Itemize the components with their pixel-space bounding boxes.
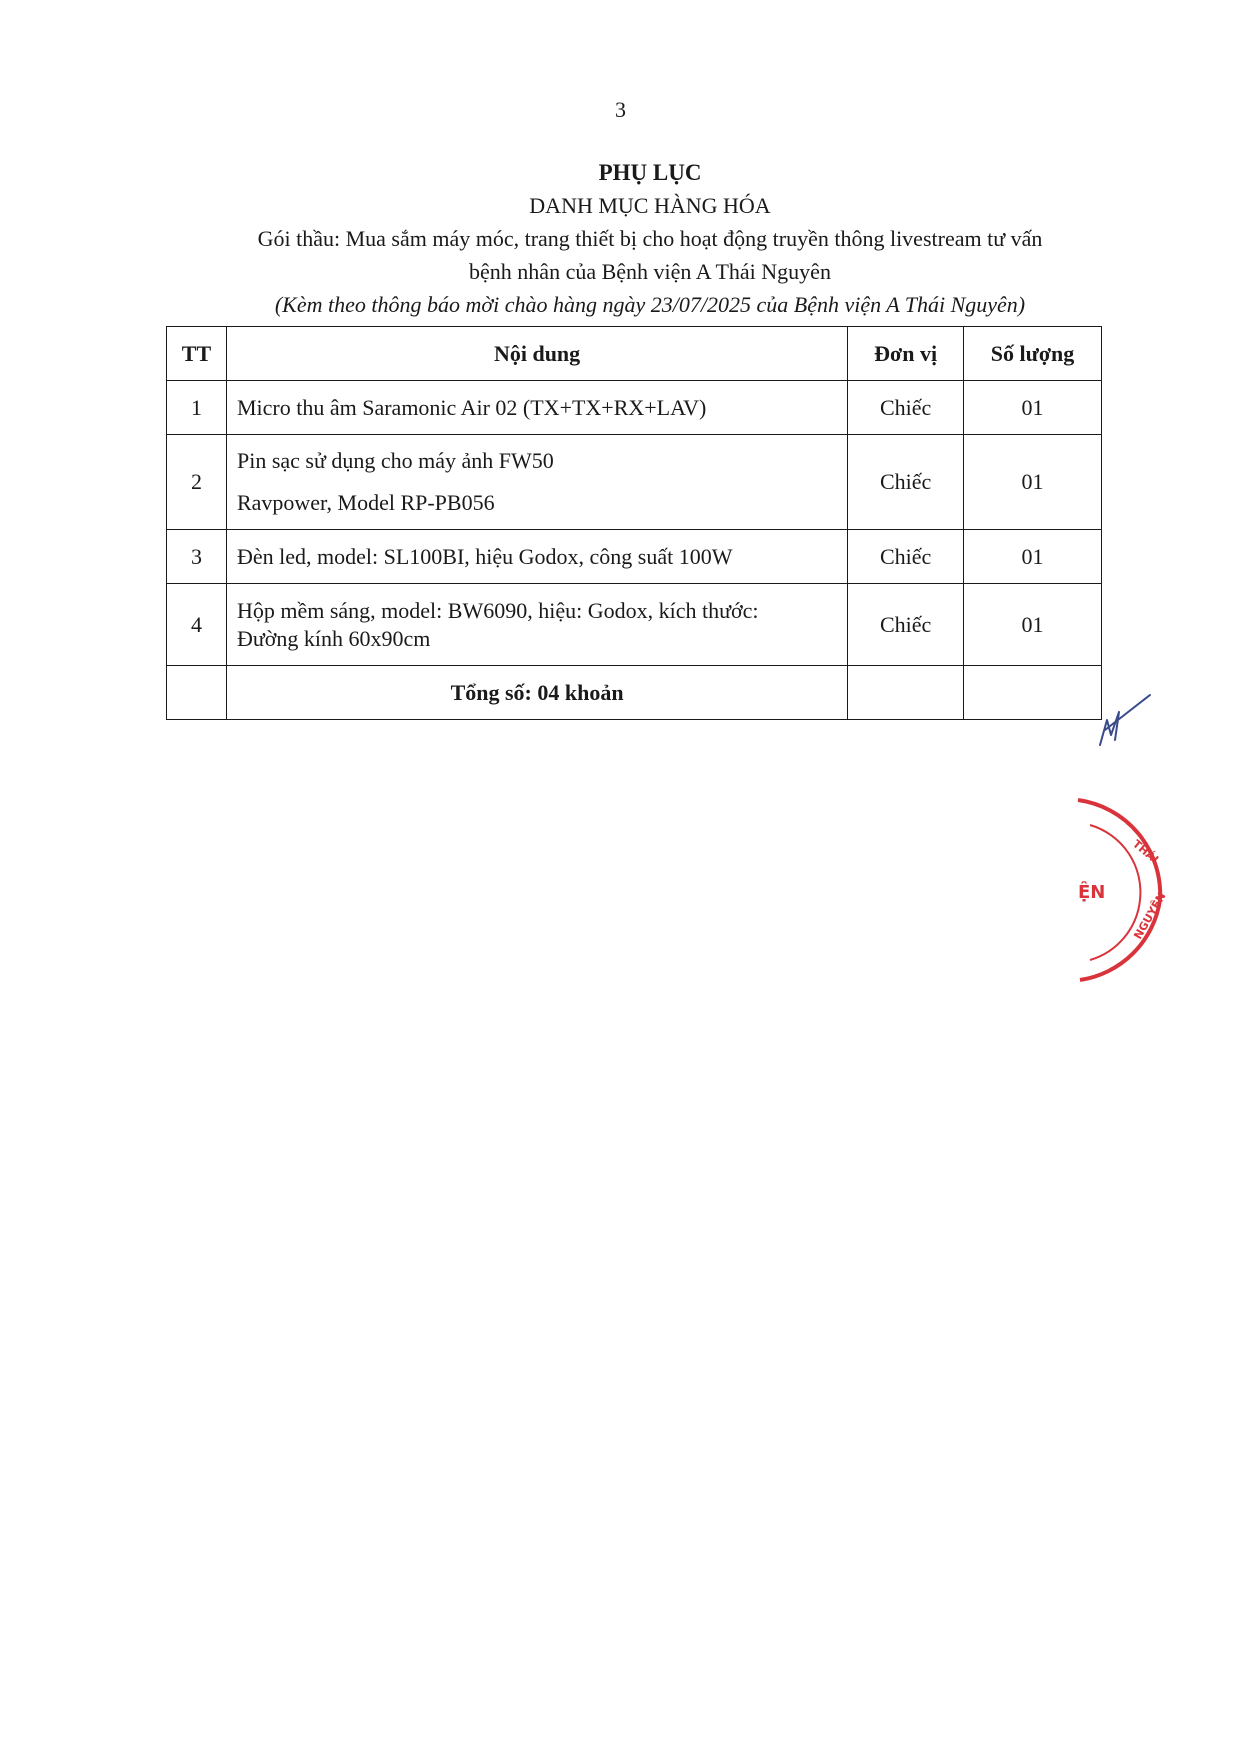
table-row (167, 530, 1102, 584)
row-content (226, 584, 847, 666)
col-header-unit: Đơn vị (848, 327, 964, 381)
content-line: Hộp mềm sáng, model: BW6090, hiệu: Godox, kích thước: (236, 597, 759, 623)
col-header-qty: Số lượng (964, 327, 1102, 381)
svg-text:THÁI: THÁI (1130, 837, 1161, 867)
row-content (226, 381, 847, 435)
total-unit-cell (848, 666, 964, 720)
row-unit: Chiếc (848, 530, 964, 584)
content-line: Đường kính 60x90cm (236, 625, 431, 651)
row-unit: Chiếc (848, 435, 964, 530)
row-tt: 3 (167, 530, 227, 584)
table-row (167, 435, 1102, 530)
row-qty: 01 (964, 435, 1102, 530)
table-row (167, 584, 1102, 666)
row-tt: 1 (167, 381, 227, 435)
row-qty: 01 (964, 530, 1102, 584)
content-line: Pin sạc sử dụng cho máy ảnh FW50 (236, 448, 554, 473)
table-row (167, 381, 1102, 435)
content-line: Micro thu âm Saramonic Air 02 (TX+TX+RX+LAV) (236, 394, 707, 420)
svg-text:ỆN: ỆN (1078, 882, 1106, 903)
row-tt: 4 (167, 584, 227, 666)
row-unit: Chiếc (848, 381, 964, 435)
row-content (226, 435, 847, 530)
content-line: Ravpower, Model RP-PB056 (236, 490, 495, 515)
row-tt: 2 (167, 435, 227, 530)
goods-table (166, 326, 1102, 720)
total-tt-cell (167, 666, 227, 720)
package-line-2: bệnh nhân của Bệnh viện A Thái Nguyên (469, 259, 831, 284)
document-header (150, 157, 1150, 321)
appendix-title: PHỤ LỤC (598, 160, 702, 185)
package-line-1: Gói thầu: Mua sắm máy móc, trang thiết bị cho hoạt động truyền thông livestream tư vấn (257, 226, 1043, 251)
row-unit: Chiếc (848, 584, 964, 666)
page-number: 3 (615, 97, 626, 122)
row-qty: 01 (964, 584, 1102, 666)
row-content (226, 530, 847, 584)
goods-list-title: DANH MỤC HÀNG HÓA (529, 193, 771, 218)
signature-mark (1095, 690, 1155, 750)
svg-text:NGUYÊN: NGUYÊN (1131, 890, 1169, 942)
total-row (167, 666, 1102, 720)
col-header-tt: TT (167, 327, 227, 381)
total-qty-cell (964, 666, 1102, 720)
total-label: Tổng số: 04 khoản (226, 666, 847, 720)
attachment-note: (Kèm theo thông báo mời chào hàng ngày 23/07/2025 của Bệnh viện A Thái Nguyên) (274, 292, 1026, 317)
content-line: Đèn led, model: SL100BI, hiệu Godox, công suất 100W (236, 543, 733, 569)
row-qty: 01 (964, 381, 1102, 435)
table-header-row (167, 327, 1102, 381)
col-header-content: Nội dung (226, 327, 847, 381)
official-stamp (1070, 790, 1170, 990)
